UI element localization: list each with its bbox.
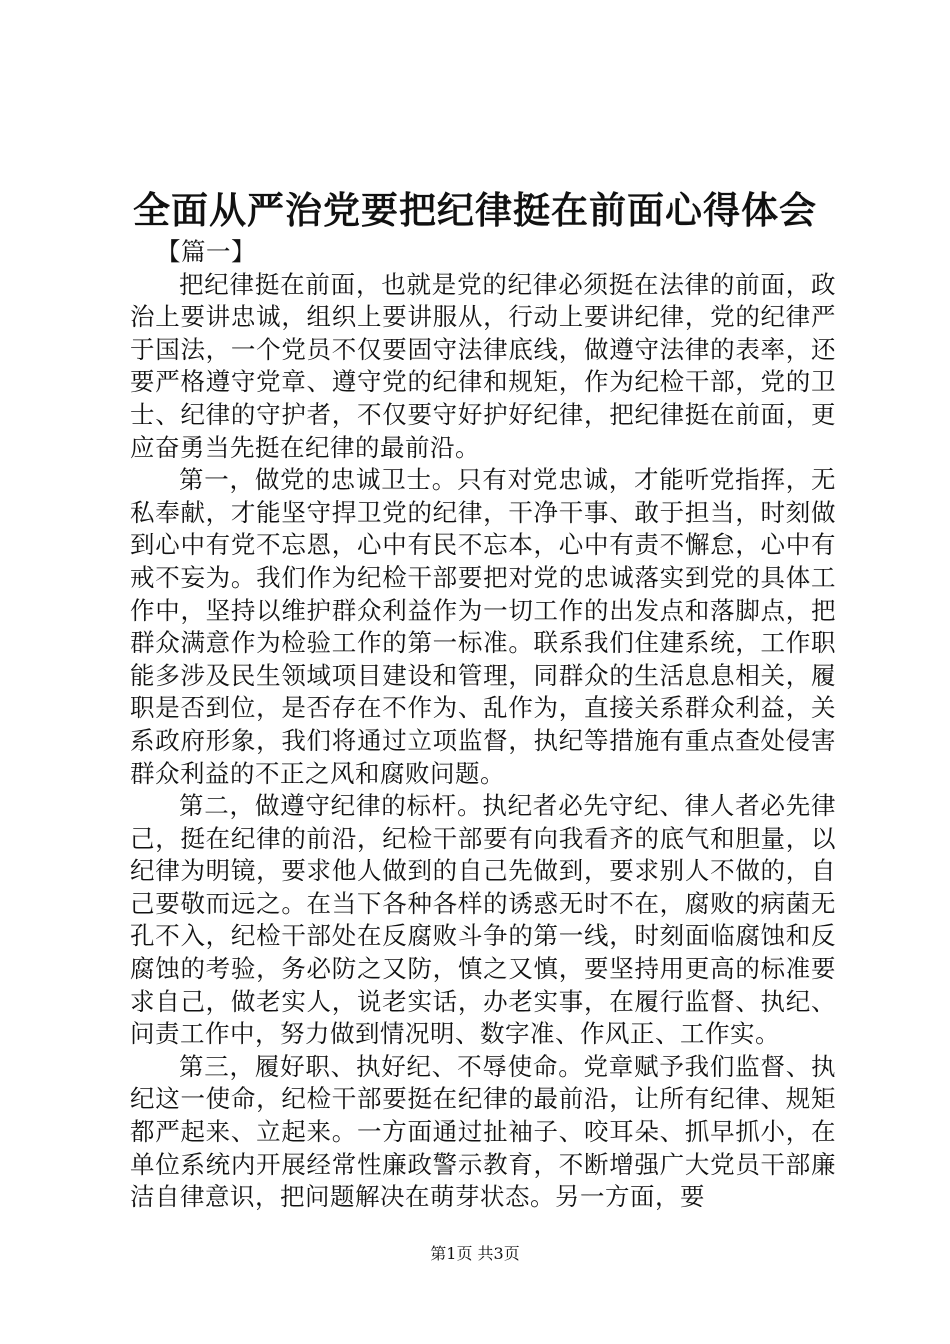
document-body bbox=[130, 236, 836, 1214]
paragraph-1: 把纪律挺在前面，也就是党的纪律必须挺在法律的前面，政治上要讲忠诚，组织上要讲服从，行动上要讲纪律，党的纪律严于国法，一个党员不仅要固守法律底线，做遵守法律的表率，还要严格遵守党章、遵守党的纪律和规矩，作为纪检干部，党的卫士、纪律的守护者，不仅要守好护好纪律，把纪律挺在前面，更应奋勇当先挺在纪律的最前沿。 bbox=[130, 269, 836, 462]
page-title: 全面从严治党要把纪律挺在前面心得体会 bbox=[133, 188, 817, 232]
section-label: 【篇一】 bbox=[156, 237, 256, 266]
paragraph-4: 第三，履好职、执好纪、不辱使命。党章赋予我们监督、执纪这一使命，纪检干部要挺在纪律的最前沿，让所有纪律、规矩都严起来、立起来。一方面通过扯袖子、咬耳朵、抓早抓小，在单位系统内开展经常性廉政警示教育，不断增强广大党员干部廉洁自律意识，把问题解决在萌芽状态。另一方面，要 bbox=[130, 1051, 836, 1212]
page-footer: 第1页 共3页 bbox=[430, 1244, 520, 1263]
paragraph-2: 第一，做党的忠诚卫士。只有对党忠诚，才能听党指挥，无私奉献，才能坚守捍卫党的纪律，干净干事、敢于担当，时刻做到心中有党不忘恩，心中有民不忘本，心中有责不懈怠，心中有戒不妄为。我们作为纪检干部要把对党的忠诚落实到党的具体工作中，坚持以维护群众利益作为一切工作的出发点和落脚点，把群众满意作为检验工作的第一标准。联系我们住建系统，工作职能多涉及民生领域项目建设和管理，同群众的生活息息相关，履职是否到位，是否存在不作为、乱作为，直接关系群众利益，关系政府形象，我们将通过立项监督，执纪等措施有重点查处侵害群众利益的不正之风和腐败问题。 bbox=[130, 465, 836, 788]
paragraph-3: 第二，做遵守纪律的标杆。执纪者必先守纪、律人者必先律己，挺在纪律的前沿，纪检干部要有向我看齐的底气和胆量，以纪律为明镜，要求他人做到的自己先做到，要求别人不做的，自己要敬而远之。在当下各种各样的诱惑无时不在，腐败的病菌无孔不入，纪检干部处在反腐败斗争的第一线，时刻面临腐蚀和反腐蚀的考验，务必防之又防，慎之又慎，要坚持用更高的标准要求自己，做老实人，说老实话，办老实事，在履行监督、执纪、问责工作中，努力做到情况明、数字准、作风正、工作实。 bbox=[130, 791, 836, 1049]
